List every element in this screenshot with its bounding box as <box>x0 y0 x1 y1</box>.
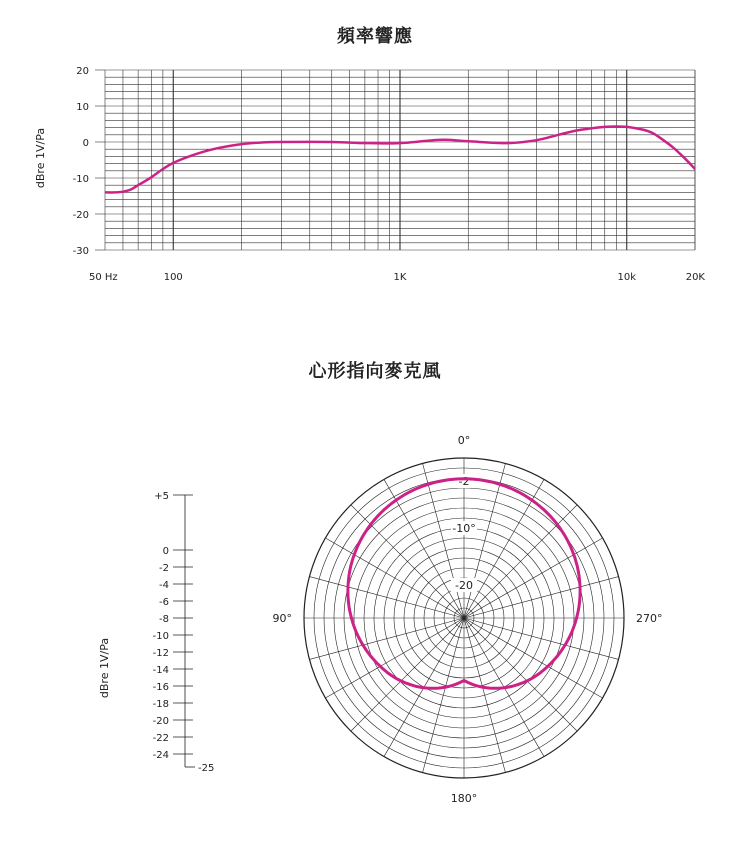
scale-label: -14 <box>152 665 169 676</box>
polar-spoke <box>351 505 464 618</box>
polar-spoke <box>423 618 464 773</box>
fr-y-tick-label: -30 <box>72 246 89 257</box>
polar-scale-legend <box>153 491 215 774</box>
scale-label: -16 <box>152 682 169 693</box>
scale-label: -2 <box>159 563 169 574</box>
scale-label: -25 <box>198 763 215 774</box>
polar-angle-label: 0° <box>457 434 471 447</box>
scale-label: -18 <box>152 699 169 710</box>
fr-y-axis-label: dBre 1V/Pa <box>34 127 47 189</box>
polar-ring-label: -20 <box>455 579 473 592</box>
polar-spoke <box>464 538 603 618</box>
polar-spoke <box>464 618 619 659</box>
polar-spoke <box>464 618 577 731</box>
fr-x-tick-label: 10k <box>617 272 637 283</box>
scale-label: -10 <box>152 631 169 642</box>
polar-spoke <box>351 618 464 731</box>
polar-ring-label: -10° <box>452 522 476 535</box>
scale-label: +5 <box>154 491 169 502</box>
fr-y-tick-label: 0 <box>82 138 89 149</box>
scale-label: 0 <box>162 546 169 557</box>
polar-pattern-title: 心形指向麥克風 <box>308 361 442 382</box>
polar-spoke <box>325 538 464 618</box>
scale-label: -22 <box>152 733 169 744</box>
polar-angle-label: 180° <box>450 792 478 805</box>
fr-x-tick-label: 50 Hz <box>89 272 118 283</box>
fr-x-tick-label: 1K <box>393 272 407 283</box>
scale-label: -24 <box>152 750 169 761</box>
polar-spoke <box>464 505 577 618</box>
fr-y-tick-label: -10 <box>72 174 89 185</box>
polar-ring-label: -2 <box>458 475 470 488</box>
polar-angle-label: 270° <box>636 612 663 625</box>
fr-y-tick-label: 20 <box>76 66 89 77</box>
polar-spoke <box>309 618 464 659</box>
scale-label: -4 <box>159 580 169 591</box>
fr-y-tick-label: -20 <box>72 210 89 221</box>
polar-spoke <box>464 618 505 773</box>
scale-label: -20 <box>152 716 169 727</box>
polar-angle-label: 90° <box>272 612 292 625</box>
frequency-response-title: 頻率響應 <box>337 26 413 47</box>
fr-x-tick-label: 20K <box>685 272 705 283</box>
fr-y-tick-label: 10 <box>76 102 89 113</box>
polar-spoke <box>464 577 619 618</box>
polar-spoke <box>309 577 464 618</box>
scale-label: -6 <box>159 597 169 608</box>
polar-y-axis-label: dBre 1V/Pa <box>98 637 111 699</box>
scale-label: -12 <box>152 648 169 659</box>
fr-x-tick-label: 100 <box>163 272 183 283</box>
scale-label: -8 <box>159 614 169 625</box>
